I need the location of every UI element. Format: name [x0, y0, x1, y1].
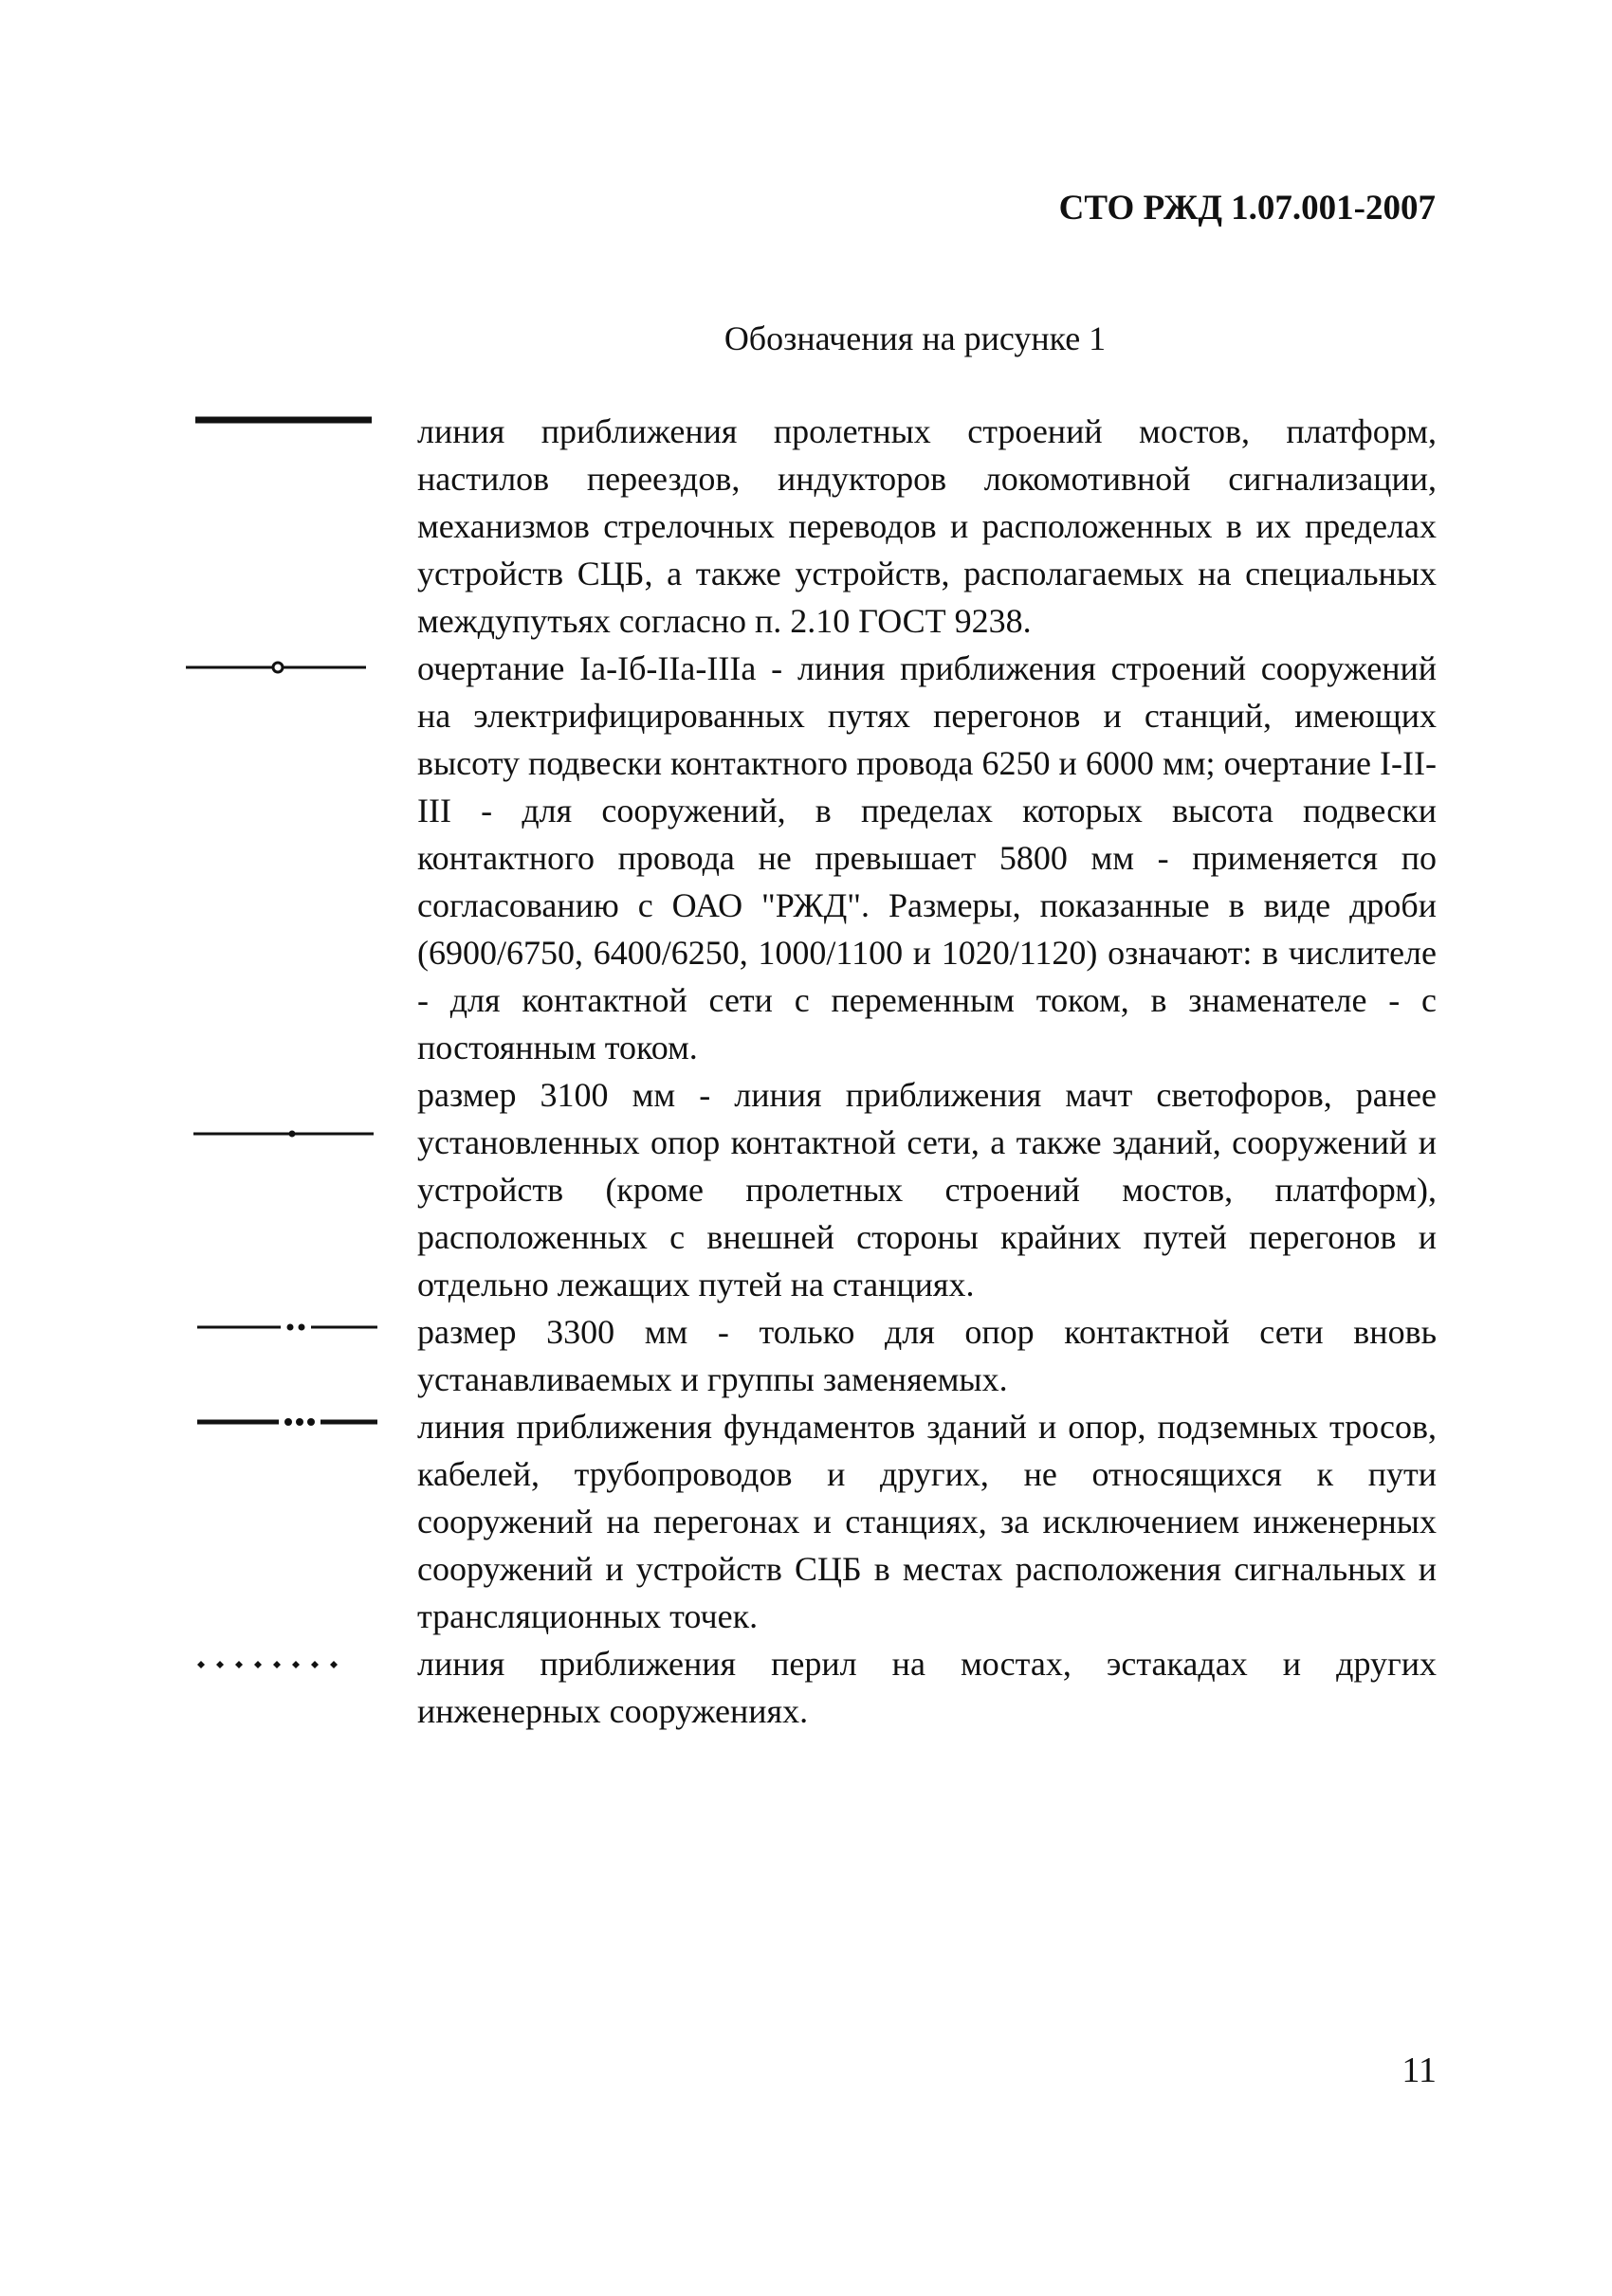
figure-legend-caption: Обозначения на рисунке 1	[724, 319, 1107, 357]
legend-symbol-line-with-one-dot	[193, 1124, 374, 1143]
legend-text-1: линия приближения пролетных строений мостов, платформ, настилов переездов, индукторов локомотивной сигнализации, механизмов стрелочных переводов и расположенных в их пределах устройств СЦБ, а также устройств, располагаемых на специальных междупутьях согласно п. 2.10 ГОСТ 9238.	[417, 412, 1437, 640]
legend-symbol-line-with-circle	[186, 658, 366, 677]
legend-text-4: размер 3300 мм - только для опор контактной сети вновь устанавливаемых и группы заменяемых.	[417, 1313, 1437, 1398]
legend-text-3: размер 3100 мм - линия приближения мачт светофоров, ранее установленных опор контактной сети, а также зданий, сооружений и устройств (кроме пролетных строений мостов, платформ), расположенных с внешней стороны крайних путей перегонов и отдельно лежащих путей на станциях.	[417, 1076, 1437, 1303]
legend-text-6: линия приближения перил на мостах, эстакадах и других инженерных сооружениях.	[417, 1645, 1437, 1730]
legend-symbol-dotted-line	[193, 1655, 345, 1674]
legend-symbol-line-with-three-dots	[197, 1412, 377, 1431]
legend-text-5: линия приближения фундаментов зданий и опор, подземных тросов, кабелей, трубопроводов и других, не относящихся к пути сооружений на перегонах и станциях, за исключением инженерных сооружений и устройств СЦБ в местах расположения сигнальных и трансляционных точек.	[417, 1408, 1437, 1635]
page-number: 11	[1401, 2050, 1437, 2090]
legend-symbol-thick-solid-line	[195, 414, 372, 433]
legend-text-2: очертание Iа-Iб-IIа-IIIа - линия приближения строений сооружений на электрифицированных путях перегонов и станций, имеющих высоту подвески контактного провода 6250 и 6000 мм; очертание I-II-III - для сооружений, в пределах которых высота подвески контактного провода не превышает 5800 мм - применяется по согласованию с ОАО "РЖД". Размеры, показанные в виде дроби (6900/6750, 6400/6250, 1000/1100 и 1020/1120) означают: в числителе - для контактной сети с переменным током, в знаменателе - с постоянным током.	[417, 649, 1437, 1066]
document-code: СТО РЖД 1.07.001-2007	[1058, 189, 1436, 228]
legend-symbol-line-with-two-dots	[197, 1318, 377, 1337]
